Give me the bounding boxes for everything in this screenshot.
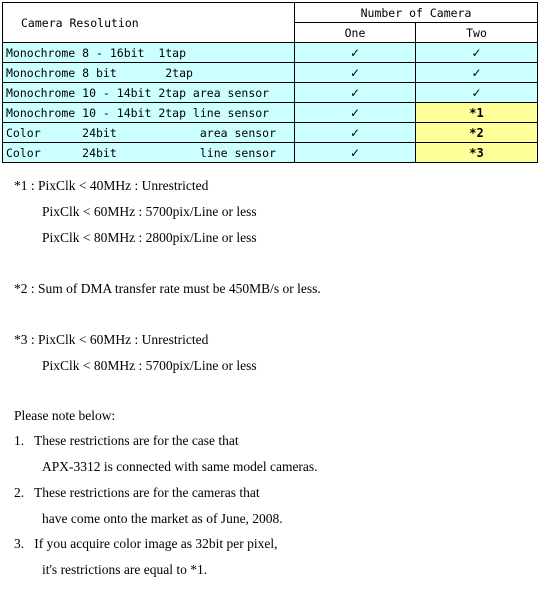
row-label: Color 24bit area sensor [3,123,295,143]
note-ref-1: *1 [416,103,538,123]
check-icon: ✓ [295,43,416,63]
note-ref-3: *3 [416,143,538,163]
row-label: Monochrome 8 bit 2tap [3,63,295,83]
check-icon: ✓ [295,63,416,83]
item-2-line-2: have come onto the market as of June, 2008. [42,511,283,526]
check-icon: ✓ [295,123,416,143]
note-ref-2: *2 [416,123,538,143]
note-1-line-2: PixClk < 60MHz : 5700pix/Line or less [42,204,257,219]
note-2-line-1: *2 : Sum of DMA transfer rate must be 450MB/s or less. [14,281,321,296]
header-camera-resolution: Camera Resolution [3,3,295,43]
check-icon: ✓ [416,83,538,103]
note-3-line-2: PixClk < 80MHz : 5700pix/Line or less [42,358,257,373]
item-1-line-2: APX-3312 is connected with same model cameras. [42,459,318,474]
item-3-line-1: 3. If you acquire color image as 32bit per pixel, [14,536,278,551]
header-two: Two [416,23,538,43]
check-icon: ✓ [416,63,538,83]
note-3-line-1: *3 : PixClk < 60MHz : Unrestricted [14,332,209,347]
header-one: One [295,23,416,43]
check-icon: ✓ [295,103,416,123]
camera-resolution-table [2,2,538,163]
row-label: Monochrome 10 - 14bit 2tap line sensor [3,103,295,123]
note-1-line-1: *1 : PixClk < 40MHz : Unrestricted [14,178,209,193]
row-label: Monochrome 10 - 14bit 2tap area sensor [3,83,295,103]
note-1-line-3: PixClk < 80MHz : 2800pix/Line or less [42,230,257,245]
header-number-of-camera: Number of Camera [295,3,538,23]
item-3-line-2: it's restrictions are equal to *1. [42,562,208,577]
check-icon: ✓ [295,143,416,163]
please-note-heading: Please note below: [14,408,116,423]
item-1-line-1: 1. These restrictions are for the case that [14,433,239,448]
check-icon: ✓ [295,83,416,103]
item-2-line-1: 2. These restrictions are for the cameras that [14,485,260,500]
check-icon: ✓ [416,43,538,63]
row-label: Color 24bit line sensor [3,143,295,163]
row-label: Monochrome 8 - 16bit 1tap [3,43,295,63]
